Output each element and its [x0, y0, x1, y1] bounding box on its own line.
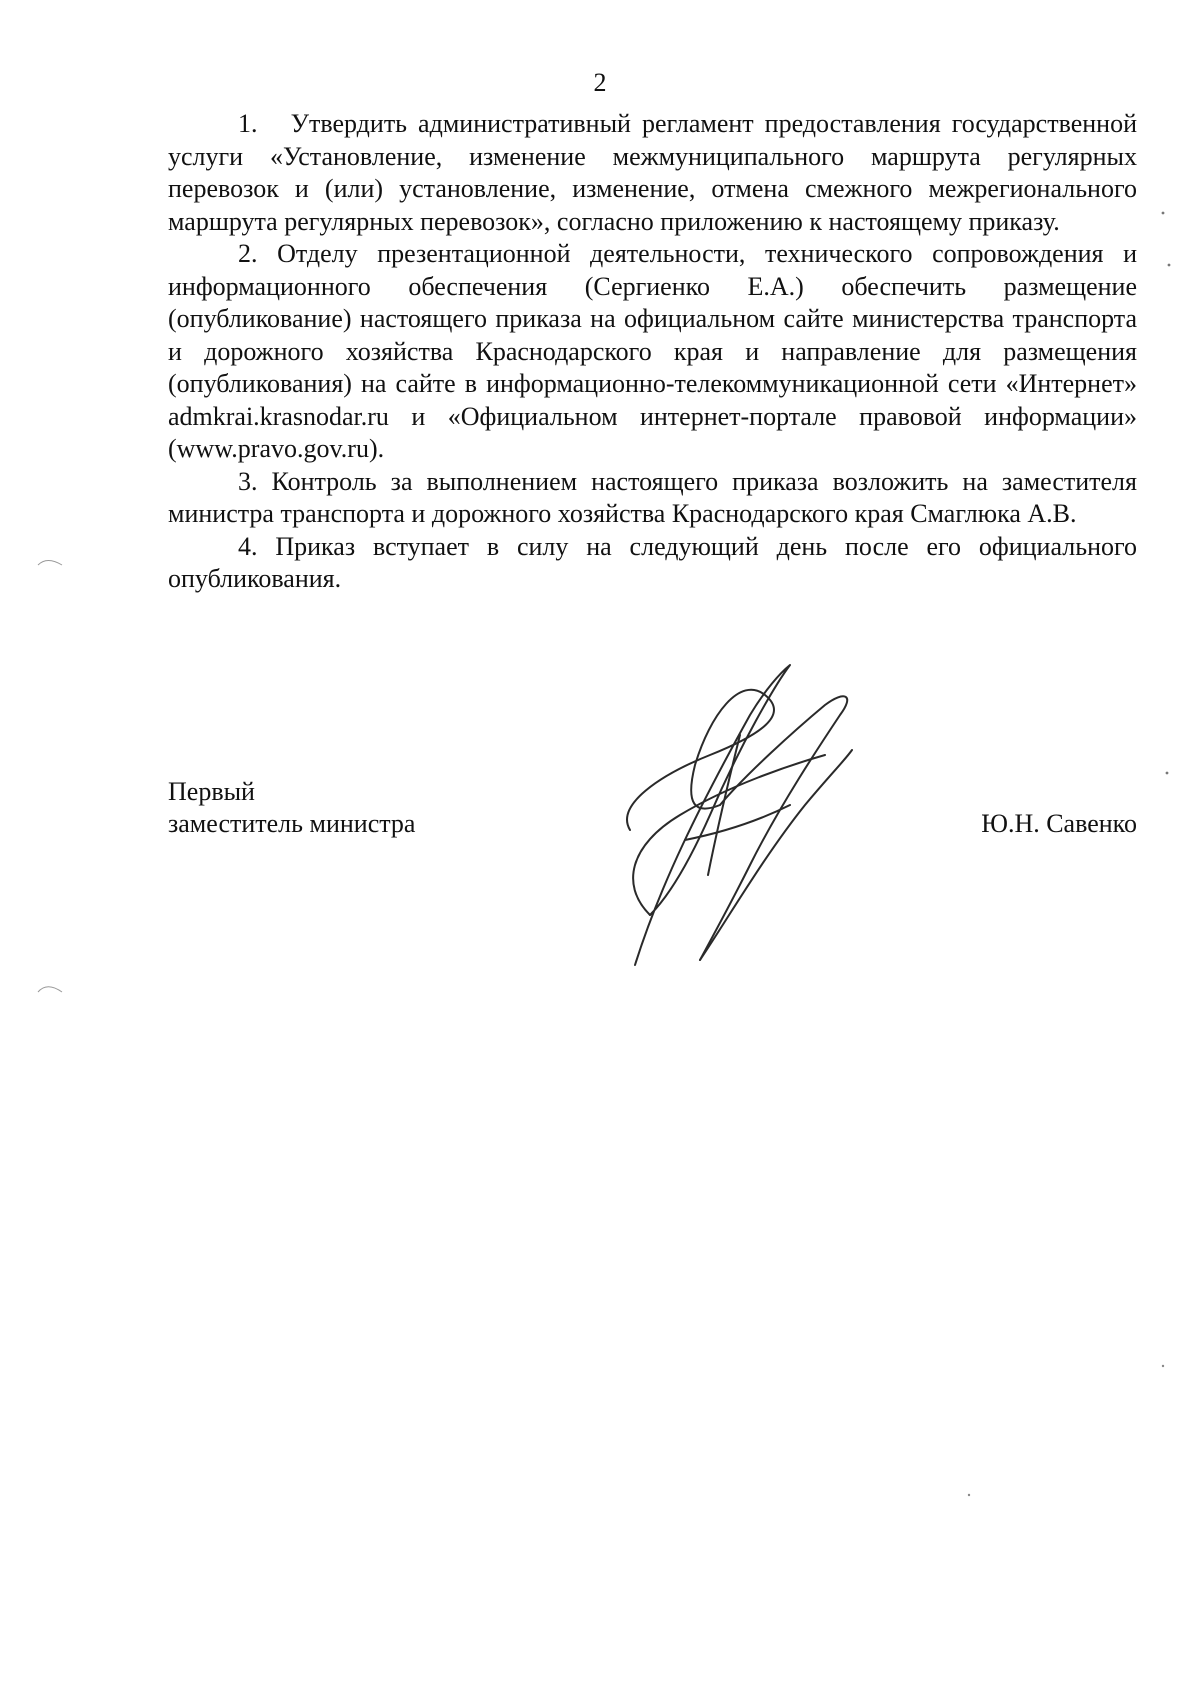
- scan-speck-7: [966, 1492, 972, 1498]
- signer-title-line-1: Первый: [168, 777, 255, 806]
- signer-title-line-2: заместитель министра: [168, 809, 416, 838]
- scan-speck-3: [1160, 210, 1166, 216]
- order-item-3: 3. Контроль за выполнением настоящего приказа возложить на заместителя министра транспорта и дорожного хозяйства Краснодарского края Смаглюка А.В.: [168, 466, 1137, 528]
- scan-speck-2: [36, 982, 66, 996]
- scan-speck-6: [1160, 1363, 1166, 1369]
- signer-title: [168, 776, 415, 840]
- scan-speck-1: [36, 555, 66, 569]
- page-number: 2: [593, 68, 607, 97]
- scan-speck-4: [1166, 262, 1172, 268]
- order-body: [168, 108, 1137, 596]
- signer-name: Ю.Н. Савенко: [981, 809, 1137, 838]
- handwritten-signature: [590, 655, 890, 975]
- order-item-4: 4. Приказ вступает в силу на следующий день после его официального опубликования.: [168, 531, 1137, 593]
- order-item-1: 1. Утвердить административный регламент предоставления государственной услуги «Установление, изменение межмуниципального маршрута регулярных перевозок и (или) установление, изменение, отмена смежного межрегионального маршрута регулярных перевозок», согласно приложению к настоящему приказу.: [168, 109, 1137, 236]
- scan-speck-5: [1164, 770, 1170, 776]
- order-item-2: 2. Отделу презентационной деятельности, технического сопровождения и информационного обеспечения (Сергиенко Е.А.) обеспечить размещение (опубликование) настоящего приказа на официальном сайте министерства транспорта и дорожного хозяйства Краснодарского края и направление для размещения (опубликования) на сайте в информационно-телекоммуникационной сети «Интернет» admkrai.krasnodar.ru и «Официальном интернет-портале правовой информации» (www.pravo.gov.ru).: [168, 239, 1137, 463]
